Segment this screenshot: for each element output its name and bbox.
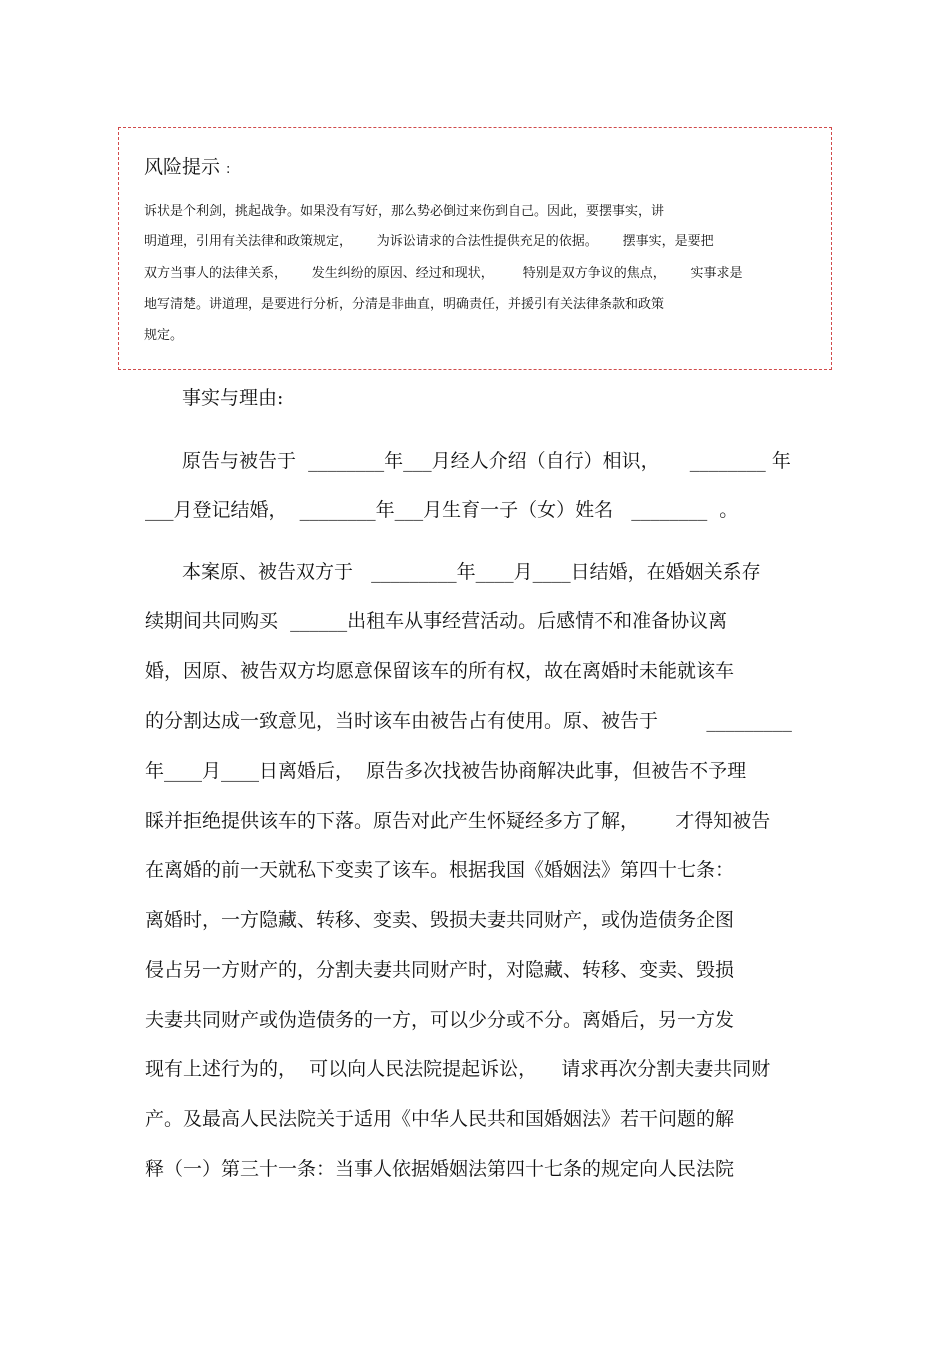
paragraph2-line-12: 产。及最高人民法院关于适用《中华人民共和国婚姻法》若干问题的解 [145,1108,735,1130]
risk-line-1: 诉状是个利剑，挑起战争。如果没有写好，那么势必倒过来伤到自己。因此，要摆事实，讲 [144,204,665,219]
paragraph2-line-10: 夫妻共同财产或伪造债务的一方，可以少分或不分。离婚后，另一方发 [145,1009,735,1031]
paragraph2-line-1: 本案原、被告双方于 _________年____月____日结婚，在婚姻关系存 [182,561,761,583]
paragraph2-line-6: 睬并拒绝提供该车的下落。原告对此产生怀疑经多方了解， 才得知被告 [145,810,771,832]
risk-line-3: 双方当事人的法律关系， 发生纠纷的原因、经过和现状， 特别是双方争议的焦点， 实事求是 [144,266,743,281]
paragraph2-line-7: 在离婚的前一天就私下变卖了该车。根据我国《婚姻法》第四十七条： [145,859,735,881]
paragraph2-line-4: 的分割达成一致意见，当时该车由被告占有使用。原、被告于 _________ [145,710,792,732]
paragraph2-line-11: 现有上述行为的， 可以向人民法院提起诉讼， 请求再次分割夫妻共同财 [145,1058,771,1080]
risk-title-text: 风险提示 [144,156,221,178]
risk-line-5: 规定。 [144,328,184,343]
risk-title-colon: : [226,162,231,177]
risk-line-4: 地写清楚。讲道理，是要进行分析，分清是非曲直，明确责任，并援引有关法律条款和政策 [144,297,665,312]
facts-heading: 事实与理由: [182,387,284,409]
paragraph2-line-8: 离婚时，一方隐藏、转移、变卖、毁损夫妻共同财产，或伪造债务企图 [145,909,735,931]
paragraph2-line-2: 续期间共同购买 ______出租车从事经营活动。后感情不和准备协议离 [145,610,728,632]
paragraph2-line-5: 年____月____日离婚后， 原告多次找被告协商解决此事，但被告不予理 [145,760,747,782]
risk-line-2: 明道理，引用有关法律和政策规定， 为诉讼请求的合法性提供充足的依据。 摆事实，是要把 [144,234,714,249]
paragraph2-line-9: 侵占另一方财产的，分割夫妻共同财产时，对隐藏、转移、变卖、毁损 [145,959,735,981]
risk-title [144,154,230,183]
paragraph2-line-3: 婚，因原、被告双方均愿意保留该车的所有权，故在离婚时未能就该车 [145,660,735,682]
paragraph1-line-1: 原告与被告于 ________年___月经人介绍（自行）相识， ________ 年 [182,450,791,472]
paragraph1-line-2: ___月登记结婚， ________年___月生育一子（女）姓名 ________ 。 [145,499,739,521]
paragraph2-line-13: 释（一）第三十一条：当事人依据婚姻法第四十七条的规定向人民法院 [145,1158,735,1180]
